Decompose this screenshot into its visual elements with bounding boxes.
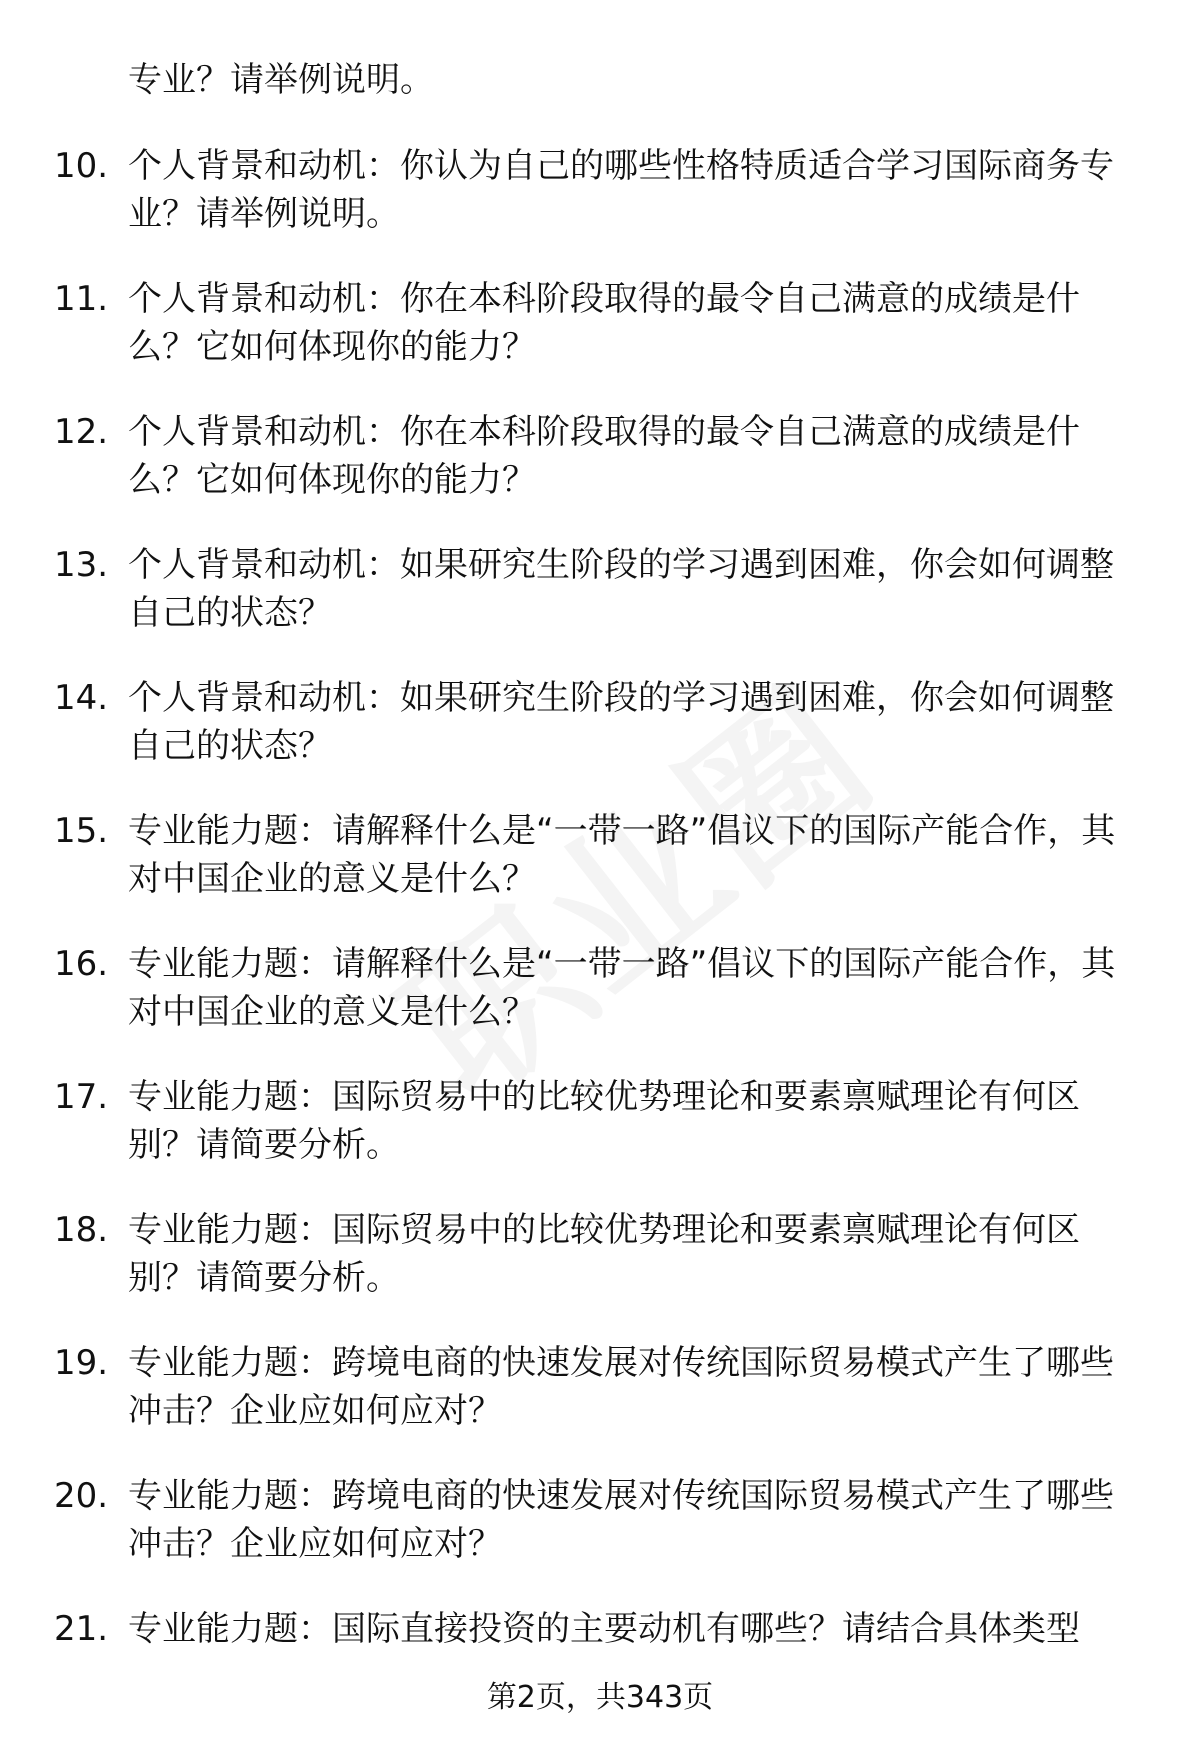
question-number: 19.: [54, 1343, 109, 1383]
question-number: 15.: [54, 811, 109, 851]
list-item: [0, 807, 1200, 940]
list-item: [0, 940, 1200, 1073]
question-text: 个人背景和动机：如果研究生阶段的学习遇到困难，你会如何调整自己的状态？: [128, 545, 1114, 633]
question-number: 21.: [54, 1609, 109, 1649]
question-number: 18.: [54, 1210, 109, 1250]
list-item: [0, 541, 1200, 674]
question-text: 个人背景和动机：你在本科阶段取得的最令自己满意的成绩是什么？它如何体现你的能力？: [128, 279, 1080, 367]
continuation-text: 专业？请举例说明。: [128, 60, 434, 100]
question-number: 20.: [54, 1476, 109, 1516]
question-text: 专业能力题：请解释什么是“一带一路”倡议下的国际产能合作，其对中国企业的意义是什么？: [128, 944, 1116, 1032]
question-number: 12.: [54, 412, 109, 452]
list-item: [0, 1073, 1200, 1206]
question-text: 个人背景和动机：你认为自己的哪些性格特质适合学习国际商务专业？请举例说明。: [128, 146, 1114, 234]
question-number: 17.: [54, 1077, 109, 1117]
question-text: 专业能力题：跨境电商的快速发展对传统国际贸易模式产生了哪些冲击？企业应如何应对？: [128, 1476, 1114, 1564]
question-number: 14.: [54, 678, 109, 718]
question-text: 个人背景和动机：你在本科阶段取得的最令自己满意的成绩是什么？它如何体现你的能力？: [128, 412, 1080, 500]
list-item: [0, 408, 1200, 541]
page-footer: 第2页，共343页: [486, 1680, 714, 1715]
list-item: [0, 142, 1200, 275]
question-list: [0, 142, 1200, 1738]
list-item: [0, 1605, 1200, 1738]
list-item: [0, 1206, 1200, 1339]
question-text: 专业能力题：国际贸易中的比较优势理论和要素禀赋理论有何区别？请简要分析。: [128, 1077, 1080, 1165]
list-item: [0, 674, 1200, 807]
question-text: 专业能力题：请解释什么是“一带一路”倡议下的国际产能合作，其对中国企业的意义是什么？: [128, 811, 1116, 899]
question-text: 专业能力题：国际贸易中的比较优势理论和要素禀赋理论有何区别？请简要分析。: [128, 1210, 1080, 1298]
question-text: 专业能力题：跨境电商的快速发展对传统国际贸易模式产生了哪些冲击？企业应如何应对？: [128, 1343, 1114, 1431]
question-number: 10.: [54, 146, 109, 186]
question-number: 11.: [54, 279, 109, 319]
question-text: 专业能力题：国际直接投资的主要动机有哪些？请结合具体类型: [128, 1609, 1080, 1649]
list-item: [0, 1339, 1200, 1472]
question-number: 16.: [54, 944, 109, 984]
list-item: [0, 275, 1200, 408]
list-item: [0, 1472, 1200, 1605]
question-number: 13.: [54, 545, 109, 585]
question-text: 个人背景和动机：如果研究生阶段的学习遇到困难，你会如何调整自己的状态？: [128, 678, 1114, 766]
